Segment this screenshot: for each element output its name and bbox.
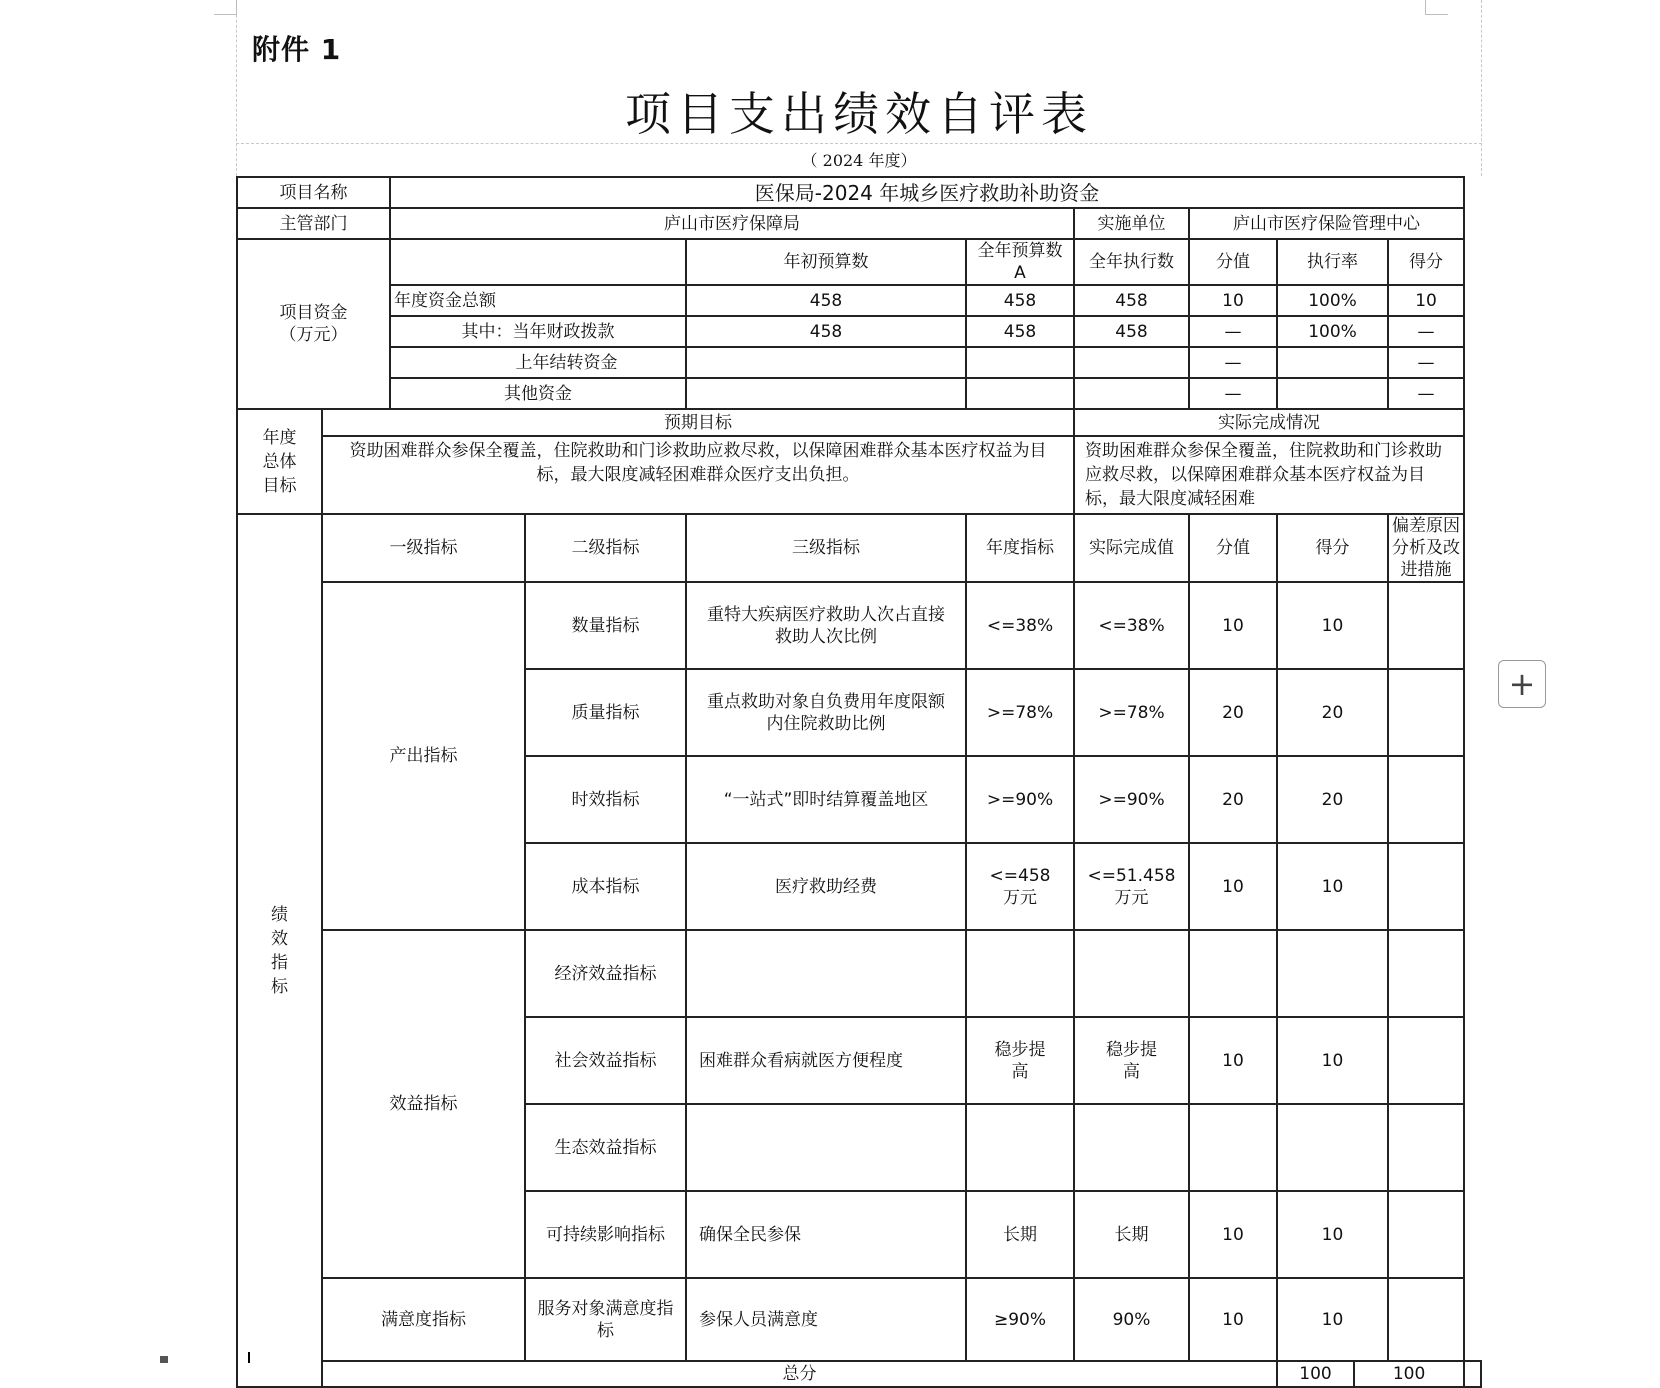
project-name-label: 项目名称 — [237, 177, 390, 208]
funds-row-score-value[interactable]: — — [1189, 347, 1277, 378]
project-name-row — [237, 177, 1481, 208]
note[interactable] — [1388, 930, 1464, 1017]
funds-row-initial[interactable]: 458 — [686, 316, 966, 347]
header-score: 得分 — [1277, 514, 1388, 582]
actual[interactable]: >=90% — [1074, 756, 1189, 843]
goals-header-row — [237, 409, 1481, 436]
level2: 可持续影响指标 — [525, 1191, 686, 1278]
project-name-value[interactable]: 医保局-2024 年城乡医疗救助补助资金 — [390, 177, 1464, 208]
total-label: 总分 — [322, 1361, 1277, 1387]
department-value[interactable]: 庐山市医疗保障局 — [390, 208, 1074, 239]
attachment-label: 附件 1 — [252, 33, 342, 66]
indicator-row — [237, 930, 1481, 1017]
indicator-row — [237, 1278, 1481, 1361]
text-cursor — [248, 1352, 250, 1363]
actual[interactable]: 90% — [1074, 1278, 1189, 1361]
indicators-label-part: 标 — [271, 976, 288, 997]
target[interactable]: >=90% — [966, 756, 1074, 843]
plus-icon: + — [1508, 665, 1536, 703]
funds-row-name: 年度资金总额 — [390, 285, 686, 316]
funds-row-score-value[interactable]: 10 — [1189, 285, 1277, 316]
document-title: 项目支出绩效自评表 — [625, 87, 1093, 141]
level2: 数量指标 — [525, 582, 686, 669]
score-value[interactable]: 10 — [1189, 843, 1277, 930]
actual[interactable]: >=78% — [1074, 669, 1189, 756]
total-row — [237, 1361, 1481, 1387]
expected-goal-header: 预期目标 — [322, 409, 1074, 436]
score-value[interactable]: 20 — [1189, 669, 1277, 756]
funds-row-score[interactable]: 10 — [1388, 285, 1464, 316]
add-row-button[interactable] — [1498, 660, 1546, 708]
corner-mark-left — [214, 0, 237, 15]
total-note[interactable] — [1464, 1361, 1481, 1387]
funds-row-score[interactable]: — — [1388, 316, 1464, 347]
department-label: 主管部门 — [237, 208, 390, 239]
header-score-value: 分值 — [1189, 514, 1277, 582]
score-value[interactable] — [1189, 930, 1277, 1017]
funds-row-initial[interactable] — [686, 378, 966, 409]
header-level2: 二级指标 — [525, 514, 686, 582]
level3[interactable]: 医疗救助经费 — [686, 843, 966, 930]
funds-row-executed[interactable]: 458 — [1074, 285, 1189, 316]
actual[interactable]: 稳步提高 — [1074, 1017, 1189, 1104]
actual[interactable]: <=51.458 万元 — [1074, 843, 1189, 930]
funds-row-annual[interactable] — [966, 378, 1074, 409]
level1-output: 产出指标 — [322, 582, 525, 930]
note[interactable] — [1388, 669, 1464, 756]
actual-goal-header: 实际完成情况 — [1074, 409, 1464, 436]
score-value[interactable] — [1189, 1104, 1277, 1191]
note[interactable] — [1388, 1191, 1464, 1278]
actual[interactable]: 长期 — [1074, 1191, 1189, 1278]
paragraph-mark — [160, 1356, 168, 1363]
goals-label-part: 目标 — [262, 475, 297, 496]
funds-row — [237, 347, 1481, 378]
score-value[interactable]: 10 — [1189, 1017, 1277, 1104]
indicators-label — [237, 514, 322, 1387]
implementer-label: 实施单位 — [1074, 208, 1189, 239]
level2: 质量指标 — [525, 669, 686, 756]
performance-table — [236, 176, 1482, 1388]
funds-row-name: 其他资金 — [390, 378, 686, 409]
funds-header-annual: 全年预算数 A — [966, 239, 1074, 285]
funds-header-initial: 年初预算数 — [686, 239, 966, 285]
score-value[interactable]: 10 — [1189, 1191, 1277, 1278]
funds-row-executed[interactable] — [1074, 347, 1189, 378]
note[interactable] — [1388, 1104, 1464, 1191]
level2: 成本指标 — [525, 843, 686, 930]
funds-row-initial[interactable] — [686, 347, 966, 378]
funds-row-score[interactable]: — — [1388, 378, 1464, 409]
funds-label-line1: 项目资金 — [279, 303, 348, 323]
header-actual: 实际完成值 — [1074, 514, 1189, 582]
target[interactable] — [966, 930, 1074, 1017]
level2: 服务对象满意度指标 — [525, 1278, 686, 1361]
score[interactable]: 10 — [1277, 582, 1388, 669]
target[interactable]: 长期 — [966, 1191, 1074, 1278]
level2: 社会效益指标 — [525, 1017, 686, 1104]
funds-row-annual[interactable] — [966, 347, 1074, 378]
indicator-row — [237, 582, 1481, 669]
level3[interactable] — [686, 930, 966, 1017]
funds-row-annual[interactable]: 458 — [966, 285, 1074, 316]
funds-header-score: 得分 — [1388, 239, 1464, 285]
level1-satisfaction: 满意度指标 — [322, 1278, 525, 1361]
indicators-label-part: 绩 — [271, 904, 288, 925]
target[interactable]: >=78% — [966, 669, 1074, 756]
level3[interactable]: 困难群众看病就医方便程度 — [686, 1017, 966, 1104]
actual-goal-text[interactable]: 资助困难群众参保全覆盖，住院救助和门诊救助应救尽救，以保障困难群众基本医疗权益为目标，最大限度减轻困难 — [1074, 436, 1464, 514]
goals-label — [237, 409, 322, 514]
note[interactable] — [1388, 843, 1464, 930]
score[interactable]: 20 — [1277, 669, 1388, 756]
funds-label-line2: （万元） — [279, 325, 348, 345]
funds-row-rate[interactable]: 100% — [1277, 285, 1388, 316]
target[interactable]: <=38% — [966, 582, 1074, 669]
note[interactable] — [1388, 756, 1464, 843]
funds-row-score[interactable]: — — [1388, 347, 1464, 378]
level2: 经济效益指标 — [525, 930, 686, 1017]
funds-row-annual[interactable]: 458 — [966, 316, 1074, 347]
expected-goal-text[interactable]: 资助困难群众参保全覆盖，住院救助和门诊救助应救尽救，以保障困难群众基本医疗权益为目标，最大限度减轻困难群众医疗支出负担。 — [322, 436, 1074, 514]
total-score[interactable]: 100 — [1354, 1361, 1464, 1387]
funds-header-rate: 执行率 — [1277, 239, 1388, 285]
goals-label-part: 年度 — [262, 427, 297, 448]
level1-benefit: 效益指标 — [322, 930, 525, 1278]
level3[interactable]: 参保人员满意度 — [686, 1278, 966, 1361]
level2: 生态效益指标 — [525, 1104, 686, 1191]
funds-row-rate[interactable] — [1277, 378, 1388, 409]
score-value[interactable]: 20 — [1189, 756, 1277, 843]
actual[interactable] — [1074, 930, 1189, 1017]
funds-row-rate[interactable]: 100% — [1277, 316, 1388, 347]
target[interactable] — [966, 1104, 1074, 1191]
funds-row-score-value[interactable]: — — [1189, 378, 1277, 409]
funds-row-rate[interactable] — [1277, 347, 1388, 378]
funds-row-executed[interactable] — [1074, 378, 1189, 409]
score[interactable]: 20 — [1277, 756, 1388, 843]
funds-row — [237, 285, 1481, 316]
goals-label-part: 总体 — [262, 451, 297, 472]
actual[interactable]: <=38% — [1074, 582, 1189, 669]
funds-row-initial[interactable]: 458 — [686, 285, 966, 316]
score[interactable]: 10 — [1277, 1278, 1388, 1361]
level2: 时效指标 — [525, 756, 686, 843]
funds-row-score-value[interactable]: — — [1189, 316, 1277, 347]
header-target: 年度指标 — [966, 514, 1074, 582]
indicators-label-part: 效 — [271, 928, 288, 949]
note[interactable] — [1388, 582, 1464, 669]
level3[interactable]: “一站式”即时结算覆盖地区 — [686, 756, 966, 843]
corner-mark-right — [1425, 0, 1448, 15]
funds-label — [237, 239, 390, 409]
score[interactable] — [1277, 930, 1388, 1017]
goals-text-row — [237, 436, 1481, 514]
header-level3: 三级指标 — [686, 514, 966, 582]
department-row — [237, 208, 1481, 239]
funds-row — [237, 316, 1481, 347]
actual[interactable] — [1074, 1104, 1189, 1191]
score-value[interactable]: 10 — [1189, 1278, 1277, 1361]
indicators-label-part: 指 — [271, 952, 288, 973]
note[interactable] — [1388, 1278, 1464, 1361]
level3[interactable]: 确保全民参保 — [686, 1191, 966, 1278]
funds-row — [237, 378, 1481, 409]
total-score-value[interactable]: 100 — [1277, 1361, 1354, 1387]
funds-row-executed[interactable]: 458 — [1074, 316, 1189, 347]
header-level1: 一级指标 — [322, 514, 525, 582]
note[interactable] — [1388, 1017, 1464, 1104]
funds-header-row — [237, 239, 1481, 285]
score[interactable] — [1277, 1104, 1388, 1191]
level3[interactable]: 重特大疾病医疗救助人次占直接救助人次比例 — [686, 582, 966, 669]
target[interactable]: <=458 万元 — [966, 843, 1074, 930]
level3[interactable] — [686, 1104, 966, 1191]
year-label: （ 2024 年度） — [801, 151, 917, 170]
level3[interactable]: 重点救助对象自负费用年度限额内住院救助比例 — [686, 669, 966, 756]
score[interactable]: 10 — [1277, 843, 1388, 930]
header-note: 偏差原因分析及改进措施 — [1388, 514, 1464, 582]
indicators-header-row — [237, 514, 1481, 582]
score-value[interactable]: 10 — [1189, 582, 1277, 669]
funds-row-name: 其中：当年财政拨款 — [390, 316, 686, 347]
target[interactable]: 稳步提高 — [966, 1017, 1074, 1104]
implementer-value[interactable]: 庐山市医疗保险管理中心 — [1189, 208, 1464, 239]
score[interactable]: 10 — [1277, 1191, 1388, 1278]
funds-header-score-value: 分值 — [1189, 239, 1277, 285]
funds-header-executed: 全年执行数 — [1074, 239, 1189, 285]
funds-row-name: 上年结转资金 — [390, 347, 686, 378]
score[interactable]: 10 — [1277, 1017, 1388, 1104]
target[interactable]: ≥90% — [966, 1278, 1074, 1361]
funds-header-blank — [390, 239, 686, 285]
